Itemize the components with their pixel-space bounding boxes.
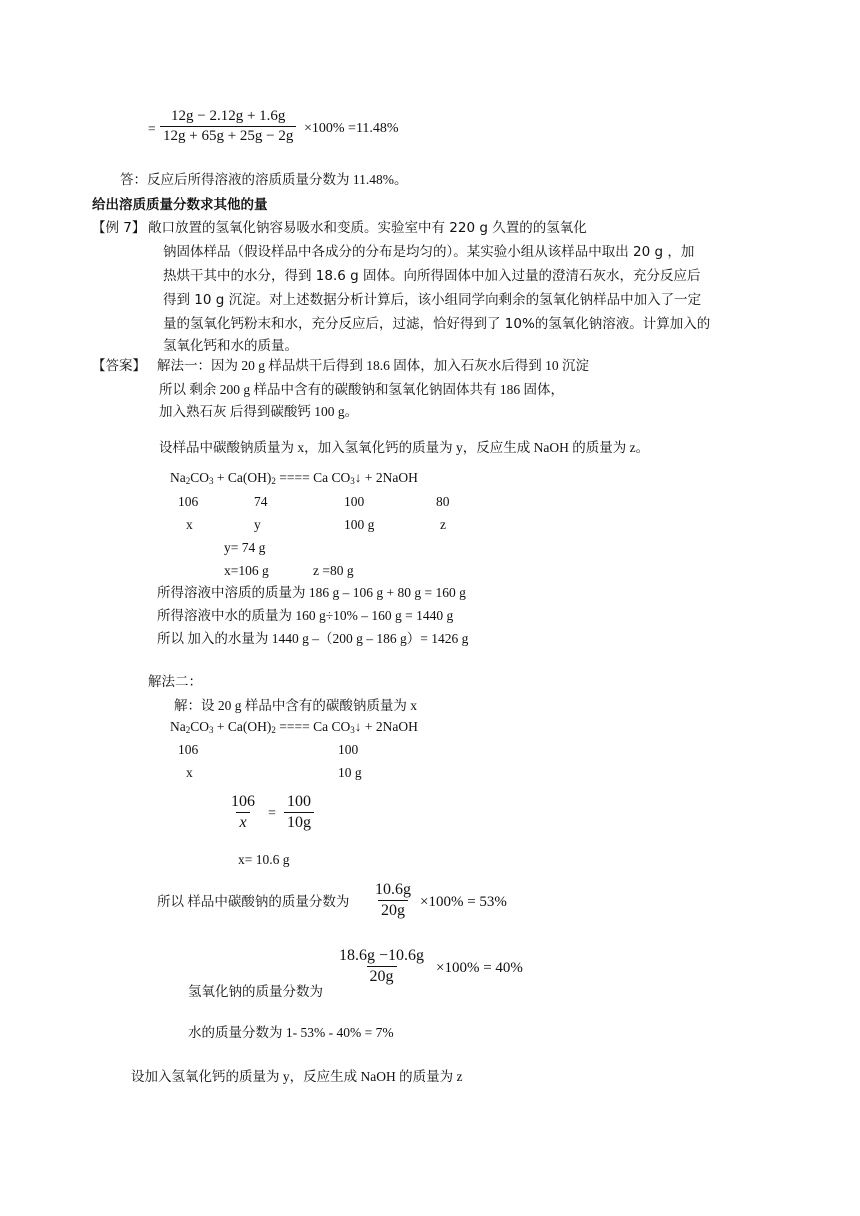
method2-title: 解法二： (148, 674, 202, 689)
method2-line: 解：设 20 g 样品中含有的碳酸钠质量为 x (174, 698, 417, 713)
molar-mass: 100 (344, 494, 365, 509)
molar-mass: 106 (178, 494, 199, 509)
method1-line: 解法一：因为 20 g 样品烘干后得到 18.6 固体，加入石灰水后得到 10 沉淀 (157, 358, 589, 373)
naoh-fraction (336, 947, 427, 986)
fraction-denominator: 20g (378, 900, 408, 920)
variable: 10 g (338, 765, 362, 780)
fraction-numerator: 100 (287, 793, 311, 810)
fraction-denominator: 20g (367, 966, 397, 986)
proportion-equals: = (268, 806, 276, 821)
na2co3-result: ×100% = 53% (420, 894, 507, 910)
result-z: z =80 g (313, 563, 354, 578)
chemical-equation: $Na_2CO_3 + Ca(OH)_2$ ==== Ca $CO_3↓$ + 2NaOH (170, 470, 418, 486)
variable: 100 g (344, 517, 375, 532)
molar-mass: 106 (178, 742, 199, 757)
proportion-right (284, 793, 314, 832)
fraction-denominator: 10g (284, 812, 314, 832)
example-line: 钠固体样品（假设样品中各成分的分布是均匀的）。某实验小组从该样品中取出 20 g ，加 (163, 244, 695, 260)
fraction-numerator: 18.6g −10.6g (339, 947, 425, 964)
variable: z (440, 517, 446, 532)
final-setup-line: 设加入氢氧化钙的质量为 y，反应生成 NaOH 的质量为 z (131, 1069, 463, 1084)
method1-line: 设样品中碳酸钠质量为 x，加入氢氧化钙的质量为 y，反应生成 NaOH 的质量为 z。 (159, 440, 650, 455)
answer-tag: 【答案】 (92, 358, 146, 374)
fraction-denominator: 12g + 65g + 25g − 2g (160, 126, 296, 145)
example-line: 敞口放置的氢氧化钠容易吸水和变质。实验室中有 220 g 久置的的氢氧化 (148, 220, 587, 236)
fraction-result: ×100% =11.48% (304, 121, 399, 136)
molar-mass: 80 (436, 494, 450, 509)
fraction-numerator: 12g − 2.12g + 1.6g (170, 108, 286, 124)
molar-mass: 74 (254, 494, 268, 509)
example-line: 得到 10 g 沉淀。对上述数据分析计算后，该小组同学向剩余的氢氧化钠样品中加入了一定 (163, 292, 702, 308)
example-line: 热烘干其中的水分，得到 18.6 g 固体。向所得固体中加入过量的澄清石灰水，充分反应后 (163, 268, 701, 284)
proportion-left (228, 793, 258, 832)
fraction-numerator: 106 (231, 793, 255, 810)
example-line: 氢氧化钙和水的质量。 (163, 338, 298, 354)
method1-line: 所以 剩余 200 g 样品中含有的碳酸钠和氢氧化钠固体共有 186 固体， (159, 382, 564, 397)
example-line: 量的氢氧化钙粉末和水，充分反应后，过滤，恰好得到了 10%的氢氧化钠溶液。计算加入的 (163, 316, 711, 332)
result-x: x=106 g (224, 563, 269, 578)
method1-line: 加入熟石灰 后得到碳酸钙 100 g。 (159, 404, 359, 419)
method1-step: 所得溶液中溶质的质量为 186 g – 106 g + 80 g = 160 g (157, 585, 466, 600)
result-fraction (160, 108, 296, 145)
result-x: x= 10.6 g (238, 852, 290, 867)
fraction-denominator: x (236, 812, 249, 832)
example-tag: 【例 7】 (92, 220, 146, 236)
variable: y (254, 517, 261, 532)
na2co3-fraction-label: 所以 样品中碳酸钠的质量分数为 (157, 894, 350, 909)
na2co3-fraction (372, 881, 414, 920)
variable: x (186, 517, 193, 532)
chemical-equation: $Na_2CO_3 + Ca(OH)_2$ ==== Ca $CO_3↓$ + 2NaOH (170, 719, 418, 735)
fraction-numerator: 10.6g (375, 881, 411, 898)
method1-step: 所以 加入的水量为 1440 g –（200 g – 186 g）= 1426 g (157, 631, 469, 646)
variable: x (186, 765, 193, 780)
answer-sentence: 答：反应后所得溶液的溶质质量分数为 11.48%。 (120, 172, 408, 187)
equals-sign: = (148, 121, 156, 136)
naoh-fraction-label: 氢氧化钠的质量分数为 (188, 984, 323, 999)
section-heading: 给出溶质质量分数求其他的量 (92, 197, 268, 213)
molar-mass: 100 (338, 742, 359, 757)
water-fraction: 水的质量分数为 1- 53% - 40% = 7% (188, 1025, 394, 1040)
result-y: y= 74 g (224, 540, 266, 555)
naoh-result: ×100% = 40% (436, 960, 523, 976)
method1-step: 所得溶液中水的质量为 160 g÷10% – 160 g = 1440 g (157, 608, 454, 623)
